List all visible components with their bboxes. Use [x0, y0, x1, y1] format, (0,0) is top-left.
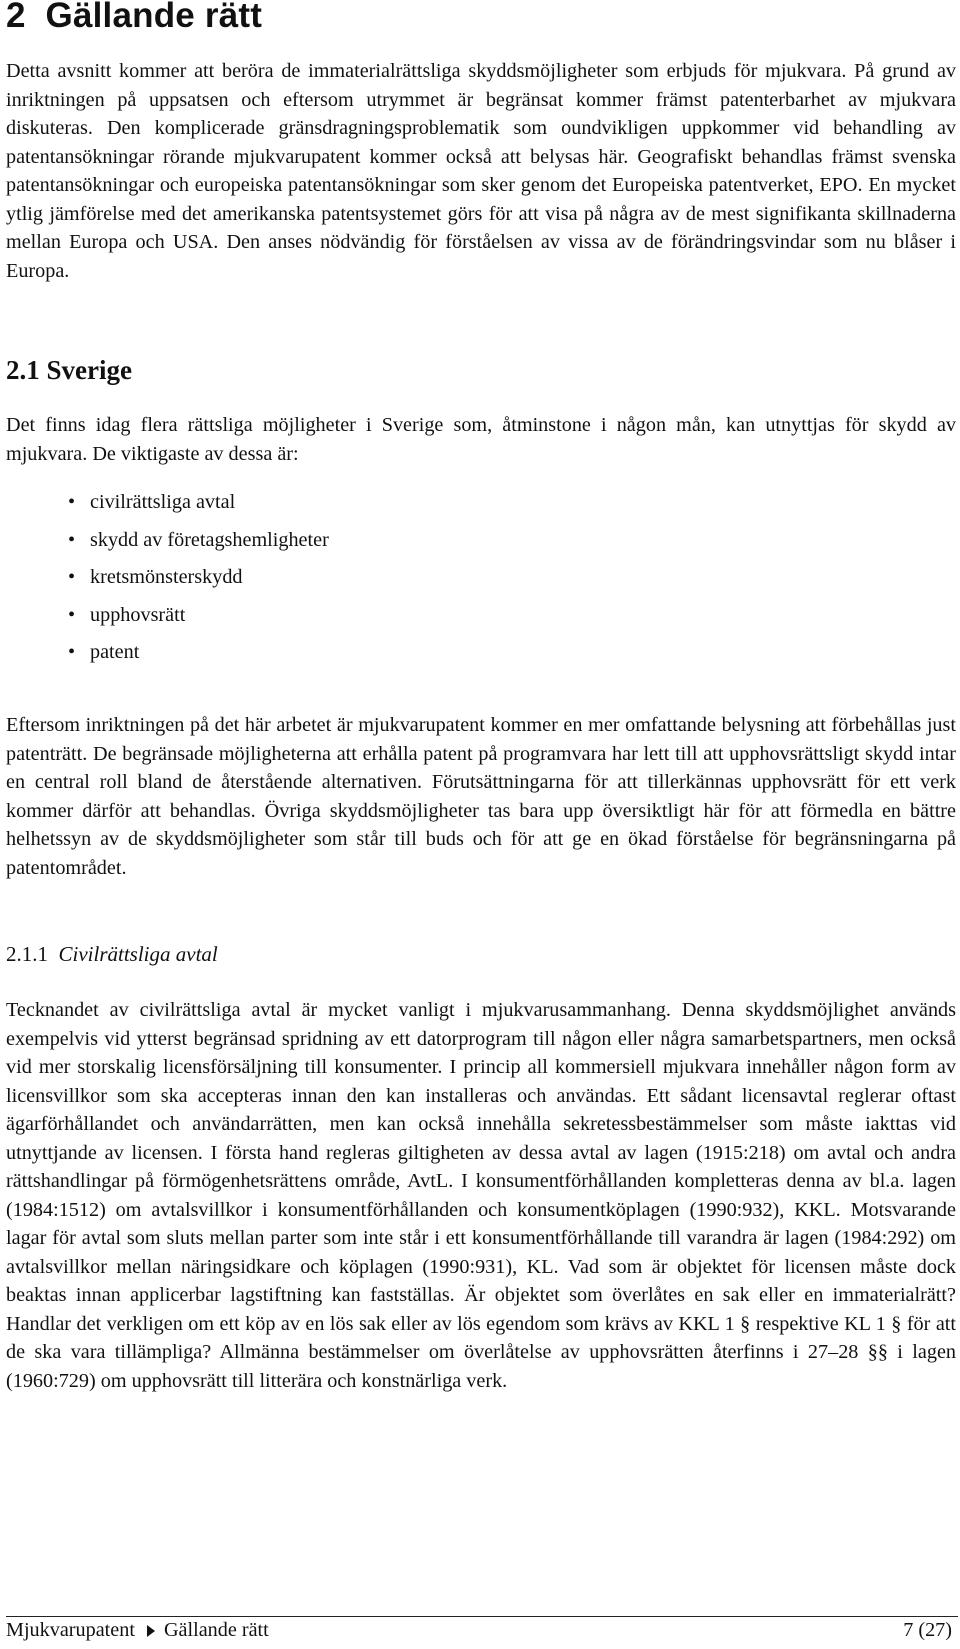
list-item [6, 488, 329, 526]
subsection-number: 2.1.1 [6, 942, 48, 966]
chapter-title: Gällande rätt [45, 0, 263, 35]
footer-breadcrumb [6, 1619, 269, 1642]
subsection-title: Civilrättsliga avtal [58, 942, 218, 966]
chapter-heading [6, 0, 262, 36]
footer-document-title: Mjukvarupatent [6, 1619, 135, 1641]
section-number: 2.1 [6, 355, 40, 385]
section-paragraph: Det finns idag flera rättsliga möjligheter i Sverige som, åtminstone i någon mån, kan utnyttjas för skydd av mjukvara. De viktigaste av dessa är: [6, 414, 956, 465]
list-item-text: patent [90, 641, 140, 663]
list-item-text: civilrättsliga avtal [90, 491, 236, 513]
subsection-paragraph: Tecknandet av civilrättsliga avtal är mycket vanligt i mjukvarusammanhang. Denna skyddsmöjlighet används exempelvis vid ytterst begränsad spridning av ett datorprogram till någon eller några samarbetspartners, men också vid mer storskalig licensförsäljning till konsumenter. I princip all kommersiell mjukvara innehåller någon form av licensvillkor som ska accepteras innan den kan installeras och användas. Ett sådant licensavtal reglerar oftast ägarförhållandet och användarrätten, men kan också innehålla sekretessbestämmelser som måste iakttas vid utnyttjande av licensen. I första hand regleras giltigheten av dessa avtal av lagen (1915:218) om avtal och andra rättshandlingar på förmögenhetsrättens område, AvtL. I konsumentförhållanden kompletteras denna av bl.a. lagen (1984:1512) om avtalsvillkor i konsumentförhållanden och konsumentköplagen (1990:932), KKL. Motsvarande lagar för avtal som sluts mellan parter som inte står i ett konsumentförhållande till varandra är lagen (1984:292) om avtalsvillkor mellan näringsidkare och köplagen (1990:931), KL. Vad som är objektet för licensen måste dock beaktas innan applicerbar lagstiftning kan fastställas. Är objektet som överlåtes en sak eller en immaterialrätt? Handlar det verkligen om ett köp av en lös sak eller av lös egendom som krävs av KKL 1 § respektive KL 1 § för att de ska vara tillämpliga? Allmänna bestämmelser om överlåtelse av upphovsrätten återfinns i 27–28 §§ i lagen (1960:729) om upphovsrätt till litterära och konstnärliga verk. [6, 999, 956, 1392]
bullet-icon: • [68, 491, 76, 513]
bullet-icon: • [68, 641, 76, 663]
list-item [6, 601, 329, 639]
section-title: Sverige [46, 355, 132, 385]
chapter-number: 2 [6, 0, 26, 35]
list-item-text: skydd av företagshemligheter [90, 528, 329, 551]
page-footer [6, 1616, 958, 1649]
page-number: 7 (27) [903, 1619, 952, 1641]
bullet-icon: • [68, 603, 76, 626]
list-item [6, 638, 329, 676]
footer-chapter-title: Gällande rätt [163, 1619, 269, 1641]
intro-paragraph: Detta avsnitt kommer att beröra de immaterialrättsliga skyddsmöjligheter som erbjuds för mjukvara. På grund av inriktningen på uppsatsen och eftersom utrymmet är begränsat kommer främst patenterbarhet av mjukvara diskuteras. Den komplicerade gränsdragningsproblematik som oundvikligen uppkommer vid behandling av patentansökningar rörande mjukvarupatent kommer också att belysas här. Geografiskt behandlas främst svenska patentansökningar och europeiska patentansökningar som sker genom det Europeiska patentverket, EPO. En mycket ytlig jämförelse med det amerikanska patentsystemet görs för att visa på några av de mest signifikanta skillnaderna mellan Europa och USA. Den anses nödvändig för förståelsen av vissa av de förändringsvindar som nu blåser i Europa. [6, 60, 956, 282]
triangle-right-icon [147, 1625, 155, 1637]
bullet-icon: • [68, 566, 76, 588]
bullet-icon: • [68, 528, 76, 551]
list-item [6, 526, 329, 564]
list-item-text: kretsmönsterskydd [90, 566, 243, 588]
list-item [6, 563, 329, 601]
subsection-heading [6, 942, 218, 967]
section-heading [6, 355, 132, 386]
bullet-list [6, 488, 329, 676]
list-item-text: upphovsrätt [90, 603, 186, 626]
after-list-paragraph: Eftersom inriktningen på det här arbetet är mjukvarupatent kommer en mer omfattande belysning att förbehållas just patenträtt. De begränsade möjligheterna att erhålla patent på programvara har lett till att upphovsrättsligt skydd intar en central roll bland de återstående alternativen. Förutsättningarna för att tillerkännas upphovsrätt för ett verk kommer därför att behandlas. Övriga skyddsmöjligheter tas bara upp översiktligt här för att förmedla en bättre helhetssyn av de skyddsmöjligheter som står till buds och för att ge en ökad förståelse för begränsningarna på patentområdet. [6, 714, 956, 879]
